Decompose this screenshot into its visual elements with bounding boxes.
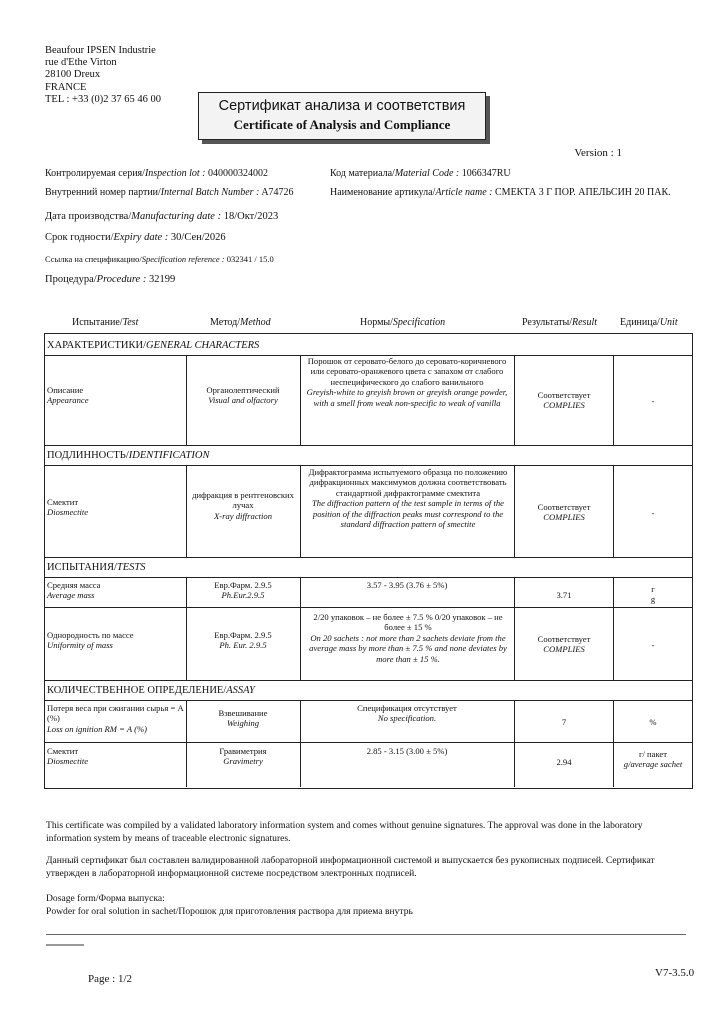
table-rule — [44, 742, 692, 743]
table-column-rule — [186, 465, 187, 557]
table-column-rule — [613, 700, 614, 787]
row-uniformity-test: Однородность по массе Uniformity of mass — [47, 630, 134, 651]
table-column-rule — [514, 577, 515, 680]
table-column-rule — [613, 577, 614, 680]
table-column-rule — [514, 465, 515, 557]
section-identification: ПОДЛИННОСТЬ/IDENTIFICATION — [47, 450, 210, 461]
row-appearance-spec: Порошок от серовато-белого до серовато-коричневого или серовато-оранжевого цвета с запахом от слабого неспецифического до слабого ванильного Greyish-white to greyish brown or greyish orange powder, with a smell from weak non-specific to weak of vanilla — [306, 356, 508, 408]
row-diosmectite-id-method: дифракция в рентгеновских лучах X-ray diffraction — [192, 490, 294, 521]
inspection-lot: Контролируемая серия/Inspection lot : 040000324002 — [45, 168, 268, 179]
row-average-mass-spec: 3.57 - 3.95 (3.76 ± 5%) — [366, 580, 448, 590]
procedure: Процедура/Procedure : 32199 — [45, 274, 176, 285]
table-column-rule — [300, 700, 301, 787]
row-diosmectite-id-result: Соответствует COMPLIES — [537, 502, 591, 523]
version-label: Version : 1 — [574, 147, 622, 159]
company-address — [45, 45, 161, 106]
table-column-rule — [186, 700, 187, 787]
row-average-mass-test: Средняя масса Average mass — [47, 580, 101, 601]
row-uniformity-method: Евр.Фарм. 2.9.5 Ph. Eur. 2.9.5 — [214, 630, 272, 651]
column-header-specification: Нормы/Specification — [360, 317, 446, 328]
document-version: V7-3.5.0 — [655, 967, 695, 979]
row-average-mass-method: Евр.Фарм. 2.9.5 Ph.Eur.2.9.5 — [214, 580, 272, 601]
table-rule — [44, 700, 692, 701]
row-appearance-result: Соответствует COMPLIES — [537, 390, 591, 411]
section-tests: ИСПЫТАНИЯ/TESTS — [47, 562, 146, 573]
table-column-rule — [514, 355, 515, 445]
row-average-mass-unit: г g — [650, 584, 656, 605]
table-column-rule — [613, 355, 614, 445]
table-column-rule — [186, 577, 187, 680]
dosage-form-value: Powder for oral solution in sachet/Порошок для приготовления раствора для приема внутрь — [46, 906, 413, 917]
manufacturing-date: Дата производства/Manufacturing date : 18/Окт/2023 — [45, 211, 279, 222]
address-line: TEL : +33 (0)2 37 65 46 00 — [45, 93, 162, 105]
row-diosmectite-id-test: Смектит Diosmectite — [47, 497, 89, 518]
table-rule — [44, 680, 692, 681]
row-loss-ignition-spec: Спецификация отсутствует No specification. — [357, 703, 457, 724]
row-diosmectite-assay-method: Гравиметрия Gravimetry — [219, 746, 267, 767]
table-column-rule — [300, 577, 301, 680]
title-en: Certificate of Analysis and Compliance — [233, 117, 451, 132]
table-column-rule — [300, 355, 301, 445]
section-general-characters: ХАРАКТЕРИСТИКИ/GENERAL CHARACTERS — [47, 340, 260, 351]
table-rule — [44, 607, 692, 608]
table-rule — [44, 445, 692, 446]
table-column-rule — [514, 700, 515, 787]
column-header-method: Метод/Method — [210, 317, 271, 328]
row-diosmectite-assay-spec: 2.85 - 3.15 (3.00 ± 5%) — [366, 746, 448, 756]
row-diosmectite-id-spec: Дифрактограмма испытуемого образца по положению дифракционных максимумов должна соответствовать стандартной дифрактограмме смектита The diffraction pattern of the test sample in terms of the position of the diffraction peaks must correspond to the standard diffraction pattern of smectite — [308, 467, 508, 530]
section-assay: КОЛИЧЕСТВЕННОЕ ОПРЕДЕЛЕНИЕ/ASSAY — [47, 685, 255, 696]
page-number: Page : 1/2 — [88, 973, 132, 985]
address-line: Beaufour IPSEN Industrie — [45, 45, 156, 56]
table-column-rule — [300, 465, 301, 557]
footer-note-en: This certificate was compiled by a validated laboratory information system and comes without genuine signatures. The approval was done in the laboratory information system by means of traceable electronic signatures. — [46, 820, 643, 844]
column-header-test: Испытание/Test — [72, 317, 139, 328]
footer-note-ru: Данный сертификат был составлен валидированной лабораторной информационной системой и выпускается без рукописных подписей. Сертификат утвержден в лабораторной информационной системе посредством электронных подписей. — [46, 855, 655, 879]
material-code: Код материала/Material Code : 1066347RU — [330, 168, 511, 179]
article-name: Наименование артикула/Article name : СМЕКТА 3 Г ПОР. АПЕЛЬСИН 20 ПАК. — [330, 187, 671, 198]
row-loss-ignition-method: Взвешивание Weighing — [218, 708, 268, 729]
address-line: 28100 Dreux — [45, 69, 101, 81]
table-rule — [44, 577, 692, 578]
column-header-result: Результаты/Result — [522, 317, 597, 328]
row-appearance-unit: - — [651, 396, 655, 406]
expiry-date: Срок годности/Expiry date : 30/Сен/2026 — [45, 232, 226, 243]
row-diosmectite-id-unit: - — [651, 508, 655, 518]
column-header-unit: Единица/Unit — [620, 317, 678, 328]
table-column-rule — [613, 465, 614, 557]
specification-reference: Ссылка на спецификацию/Specification reference : 032341 / 15.0 — [45, 254, 274, 264]
row-diosmectite-assay-unit: г/ пакет g/average sachet — [623, 749, 683, 770]
title-ru: Сертификат анализа и соответствия — [218, 98, 466, 114]
row-diosmectite-assay-test: Смектит Diosmectite — [47, 746, 89, 767]
certificate-title-box — [198, 92, 486, 140]
row-loss-ignition-test: Потеря веса при сжигании сырья = A (%) Loss on ignition RM = A (%) — [47, 703, 184, 734]
batch-number: Внутренний номер партии/Internal Batch Number : A74726 — [45, 187, 294, 198]
footer-mark — [46, 944, 84, 946]
row-loss-ignition-unit: % — [649, 717, 657, 727]
row-uniformity-result: Соответствует COMPLIES — [537, 634, 591, 655]
row-loss-ignition-result: 7 — [561, 717, 567, 727]
row-average-mass-result: 3.71 — [556, 590, 572, 600]
dosage-form-label: Dosage form/Форма выпуска: — [46, 893, 165, 904]
footer-separator — [46, 934, 686, 935]
address-line: rue d'Ethe Virton — [45, 57, 117, 69]
table-rule — [44, 557, 692, 558]
address-line: FRANCE — [45, 81, 87, 93]
row-diosmectite-assay-result: 2.94 — [556, 757, 572, 767]
row-uniformity-unit: - — [651, 640, 655, 650]
row-appearance-method: Органолептический Visual and olfactory — [206, 385, 280, 406]
table-rule — [44, 465, 692, 466]
row-uniformity-spec: 2/20 упаковок – не более ± 7.5 % 0/20 упаковок – не более ± 15 % On 20 sachets : not more than 2 sachets deviate from the average mass by more than ± 7.5 % and none deviates by more than ± 15 %. — [309, 612, 507, 664]
table-column-rule — [186, 355, 187, 445]
row-appearance-test: Описание Appearance — [47, 385, 89, 406]
